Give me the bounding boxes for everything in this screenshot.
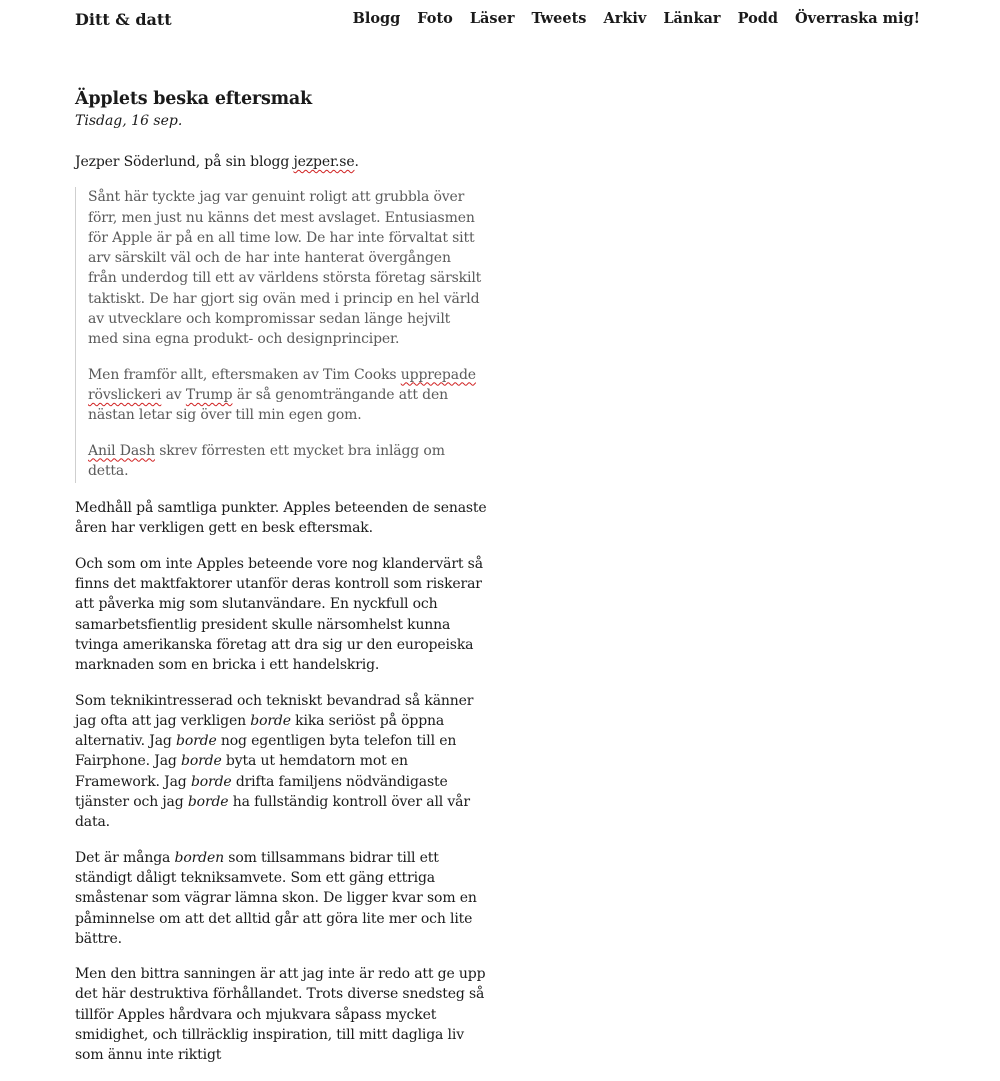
main-nav xyxy=(353,10,920,27)
blog-post xyxy=(75,88,490,1081)
body-paragraph-1: Medhåll på samtliga punkter. Apples beteenden de senaste åren har verkligen gett en besk eftersmak. xyxy=(75,500,487,537)
body-text: som tillsammans bidrar till ett ständigt dåligt tekniksamvete. Som ett gäng ettriga småstenar som vägrar lämna skon. De ligger kvar som en påminnelse om att det alltid går att göra lite mer och lite bättre. xyxy=(75,849,477,947)
quote-text: är så genomträngande att den nästan letar sig över till min egen gom. xyxy=(88,386,448,424)
quote-paragraph-3 xyxy=(88,441,483,484)
emphasis: borde xyxy=(176,733,217,750)
nav-item-lankar[interactable]: Länkar xyxy=(663,10,721,27)
quote-paragraph-2 xyxy=(88,365,483,426)
jezper-link[interactable]: jezper.se xyxy=(293,154,355,170)
nav-item-blogg[interactable]: Blogg xyxy=(352,10,401,27)
body-text: nog egentligen byta telefon till en Fairphone. Jag xyxy=(75,733,457,770)
trump-link[interactable]: Trump xyxy=(185,386,233,403)
nav-item-tweets[interactable]: Tweets xyxy=(531,10,587,27)
quote-text: av xyxy=(161,386,186,403)
body-text: kika seriöst på öppna alternativ. Jag xyxy=(75,712,445,750)
body-paragraph-3 xyxy=(75,691,490,833)
body-text: drifta familjens nödvändigaste tjänster och jag xyxy=(75,773,448,811)
quote-block xyxy=(75,187,483,483)
body-text: Det är många xyxy=(75,849,175,866)
quote-text: Men framför allt, eftersmaken av Tim Cooks xyxy=(88,366,401,383)
nav-item-podd[interactable]: Podd xyxy=(737,10,779,27)
post-content xyxy=(75,152,490,1066)
emphasis: borde xyxy=(181,753,222,770)
intro-period: . xyxy=(354,154,359,170)
site-title-link[interactable]: Ditt & datt xyxy=(75,10,172,29)
body-text: ha fullständig kontroll över all vår data. xyxy=(75,794,470,831)
intro-text: Jezper Söderlund, på sin blogg xyxy=(75,154,294,170)
anil-dash-link[interactable]: Anil Dash xyxy=(88,442,155,459)
post-title: Äpplets beska eftersmak xyxy=(75,89,312,109)
rovslickeri-link[interactable]: upprepade rövslickeri xyxy=(88,366,476,403)
nav-item-overraska-mig[interactable]: Överraska mig! xyxy=(795,10,920,27)
site-header xyxy=(75,0,920,42)
quote-text: skrev förresten ett mycket bra inlägg om detta. xyxy=(88,442,445,479)
quote-paragraph-1: Sånt här tyckte jag var genuint roligt att grubbla över förr, men just nu känns det mest avslaget. Entusiasmen för Apple är på en all time low. De har inte förvaltat sitt arv särskilt väl och de har inte hanterat övergången från underdog till ett av världens största företag särskilt taktiskt. De har gjort sig ovän med i princip en hel värld av utvecklare och kompromissar sedan länge hejvilt med sina egna produkt- och designprinciper. xyxy=(88,189,482,348)
emphasis: borde xyxy=(187,794,229,811)
emphasis: borden xyxy=(174,849,224,866)
emphasis: borde xyxy=(190,773,232,790)
body-text: byta ut hemdatorn mot en Framework. Jag xyxy=(75,753,408,790)
nav-item-foto[interactable]: Foto xyxy=(417,10,453,27)
body-paragraph-2: Och som om inte Apples beteende vore nog klandervärt så finns det maktfaktorer utanför deras kontroll som riskerar att påverka mig som slutanvändare. En nyckfull och samarbetsfientlig president skulle närsomhelst kunna tvinga amerikanska företag att dra sig ur den europeiska marknaden som en bricka i ett handelskrig. xyxy=(75,555,483,674)
body-text: Som teknikintresserad och tekniskt bevandrad så känner jag ofta att jag verkligen xyxy=(75,692,474,729)
post-date: Tisdag, 16 sep. xyxy=(75,113,183,129)
body-paragraph-4 xyxy=(75,848,490,949)
emphasis: borde xyxy=(250,712,291,729)
nav-item-laser[interactable]: Läser xyxy=(469,10,515,27)
nav-item-arkiv[interactable]: Arkiv xyxy=(603,10,647,27)
intro-paragraph xyxy=(75,152,490,172)
body-paragraph-5: Men den bittra sanningen är att jag inte är redo att ge upp det här destruktiva förhållandet. Trots diverse snedsteg så tillför Apples hårdvara och mjukvara såpass mycket smidighet, och tillräcklig inspiration, till mitt dagliga liv som ännu inte riktigt xyxy=(75,966,486,1064)
